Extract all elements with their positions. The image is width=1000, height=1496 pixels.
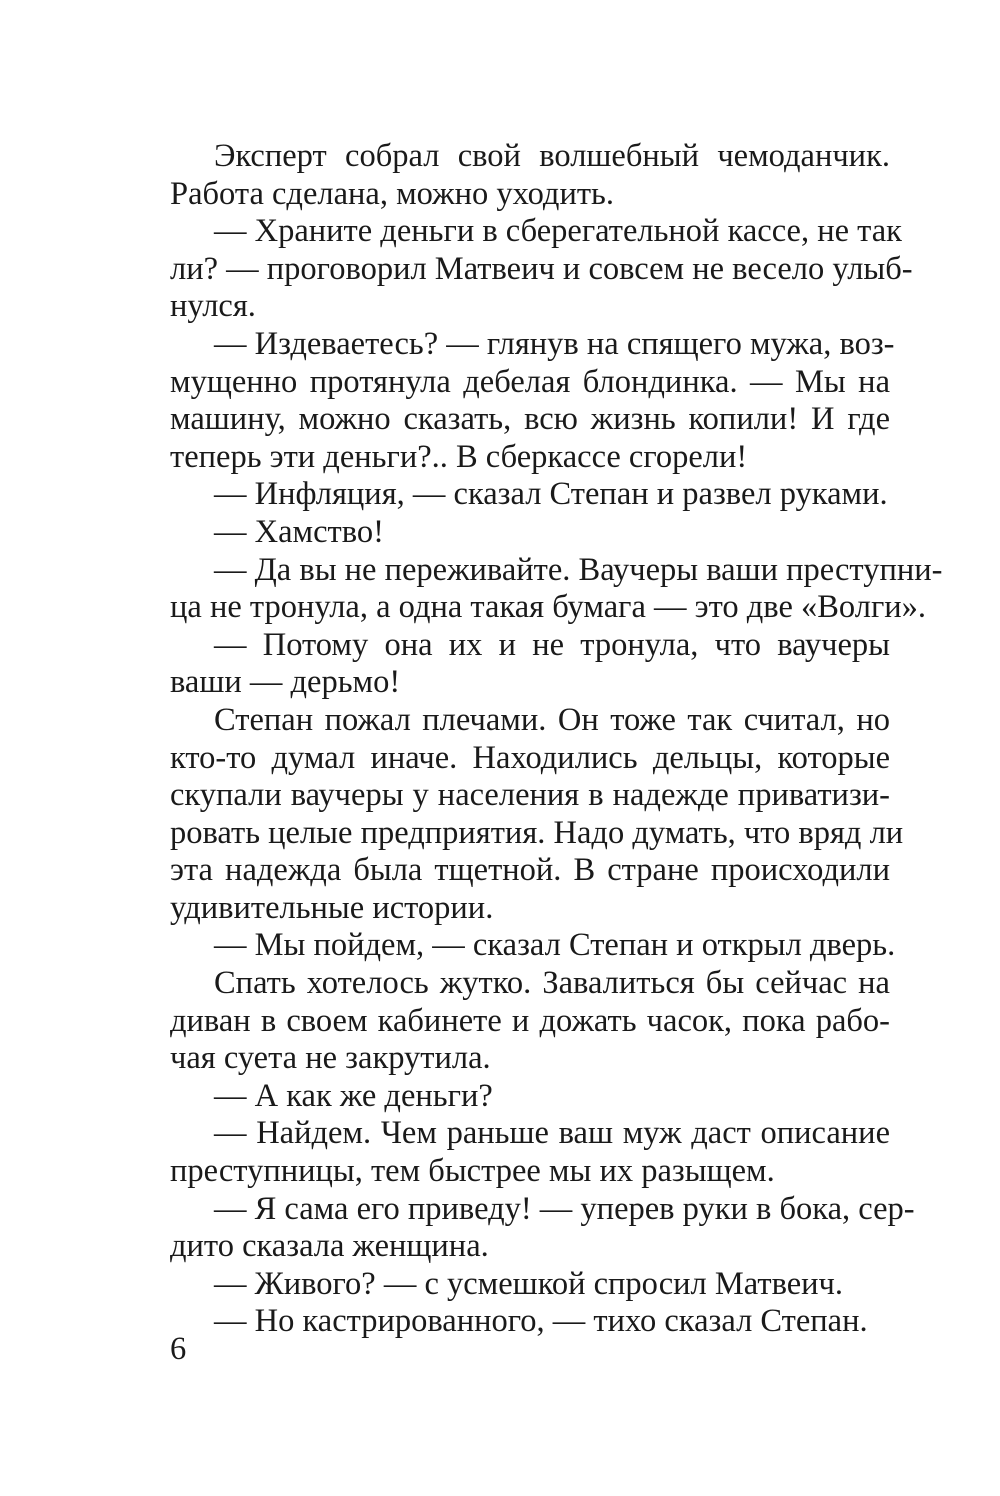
text-line: — Да вы не переживайте. Ваучеры ваши преступни- [214, 551, 943, 588]
text-line: удивительные истории. [170, 889, 494, 926]
text-line: преступницы, тем быстрее мы их разыщем. [170, 1153, 775, 1190]
text-line: Работа сделана, можно уходить. [170, 175, 614, 212]
text-line: нулся. [170, 288, 256, 325]
text-line: — Инфляция, — сказал Степан и развел руками. [214, 476, 888, 513]
text-line: ли? — проговорил Матвеич и совсем не весело улыб- [170, 250, 913, 287]
text-line: — Найдем. Чем раньше ваш муж даст описание [214, 1115, 890, 1152]
text-line: ваши — дерьмо! [170, 664, 401, 701]
text-line: — Потому она их и не тронула, что ваучеры [214, 626, 890, 663]
text-line: — Хамство! [214, 513, 384, 550]
text-line: — А как же деньги? [214, 1077, 493, 1114]
text-line: — Мы пойдем, — сказал Степан и открыл дверь. [214, 927, 896, 964]
text-line: Степан пожал плечами. Он тоже так считал, но [214, 701, 890, 738]
text-line: — Храните деньги в сберегательной кассе, не так [214, 213, 902, 250]
text-line: Спать хотелось жутко. Завалиться бы сейчас на [214, 965, 890, 1002]
text-line: — Издеваетесь? — глянув на спящего мужа, воз- [214, 325, 895, 362]
text-line: Эксперт собрал свой волшебный чемоданчик. [214, 138, 890, 174]
text-line: кто-то думал иначе. Находились дельцы, которые [170, 739, 890, 776]
text-line: — Но кастрированного, — тихо сказал Степан. [214, 1303, 868, 1340]
text-line: — Я сама его приведу! — уперев руки в бока, сер- [214, 1190, 915, 1227]
text-line: скупали ваучеры у населения в надежде приватизи- [170, 777, 890, 814]
text-line: чая суета не закрутила. [170, 1040, 491, 1077]
text-line: ца не тронула, а одна такая бумага — это две «Волги». [170, 589, 927, 626]
text-line: мущенно протянула дебелая блондинка. — Мы на [170, 363, 890, 400]
book-text [170, 138, 943, 1341]
text-line: эта надежда была тщетной. В стране происходили [170, 852, 890, 889]
text-line: — Живого? — с усмешкой спросил Матвеич. [214, 1265, 844, 1302]
page-number: 6 [170, 1331, 187, 1367]
text-line: теперь эти деньги?.. В сберкассе сгорели! [170, 438, 748, 475]
text-line: машину, можно сказать, всю жизнь копили! И где [170, 401, 890, 438]
text-line: ровать целые предприятия. Надо думать, что вряд ли [170, 814, 904, 851]
text-line: дито сказала женщина. [170, 1228, 489, 1265]
text-line: диван в своем кабинете и дожать часок, пока рабо- [170, 1002, 890, 1039]
